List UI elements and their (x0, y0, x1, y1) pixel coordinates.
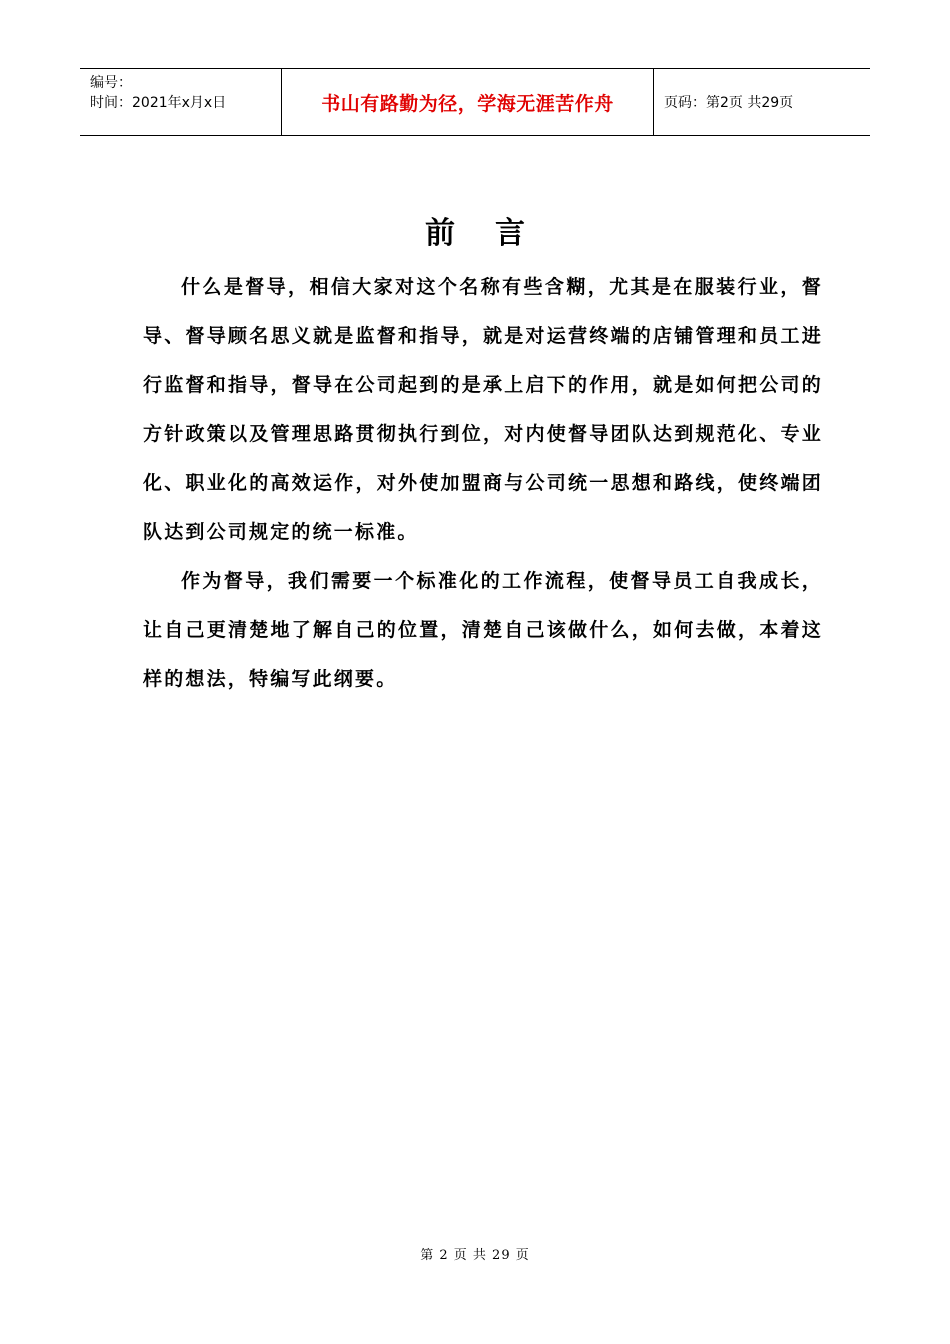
paragraph: 什么是督导，相信大家对这个名称有些含糊，尤其是在服装行业，督导、督导顾名思义就是监督和指导，就是对运营终端的店铺管理和员工进行监督和指导，督导在公司起到的是承上启下的作用，就是如何把公司的方针政策以及管理思路贯彻执行到位，对内使督导团队达到规范化、专业化、职业化的高效运作，对外使加盟商与公司统一思想和路线，使终端团队达到公司规定的统一标准。 (143, 276, 823, 543)
header-page-cell (654, 69, 870, 135)
header-motto-cell (281, 69, 654, 135)
page-footer: 第 2 页 共 29 页 (420, 1248, 530, 1263)
motto-text: 书山有路勤为径，学海无涯苦作舟 (321, 92, 614, 115)
paragraph: 作为督导，我们需要一个标准化的工作流程，使督导员工自我成长，让自己更清楚地了解自己的位置，清楚自己该做什么，如何去做，本着这样的想法，特编写此纲要。 (143, 570, 823, 690)
page-info: 页码：第2页 共29页 (664, 95, 794, 111)
time-label: 时间：2021年x月x日 (90, 95, 227, 111)
document-title: 前言 (425, 216, 565, 251)
serial-number-label: 编号： (90, 75, 132, 91)
document-body (143, 263, 823, 704)
header-meta-cell (80, 69, 281, 135)
page-header (80, 68, 870, 136)
